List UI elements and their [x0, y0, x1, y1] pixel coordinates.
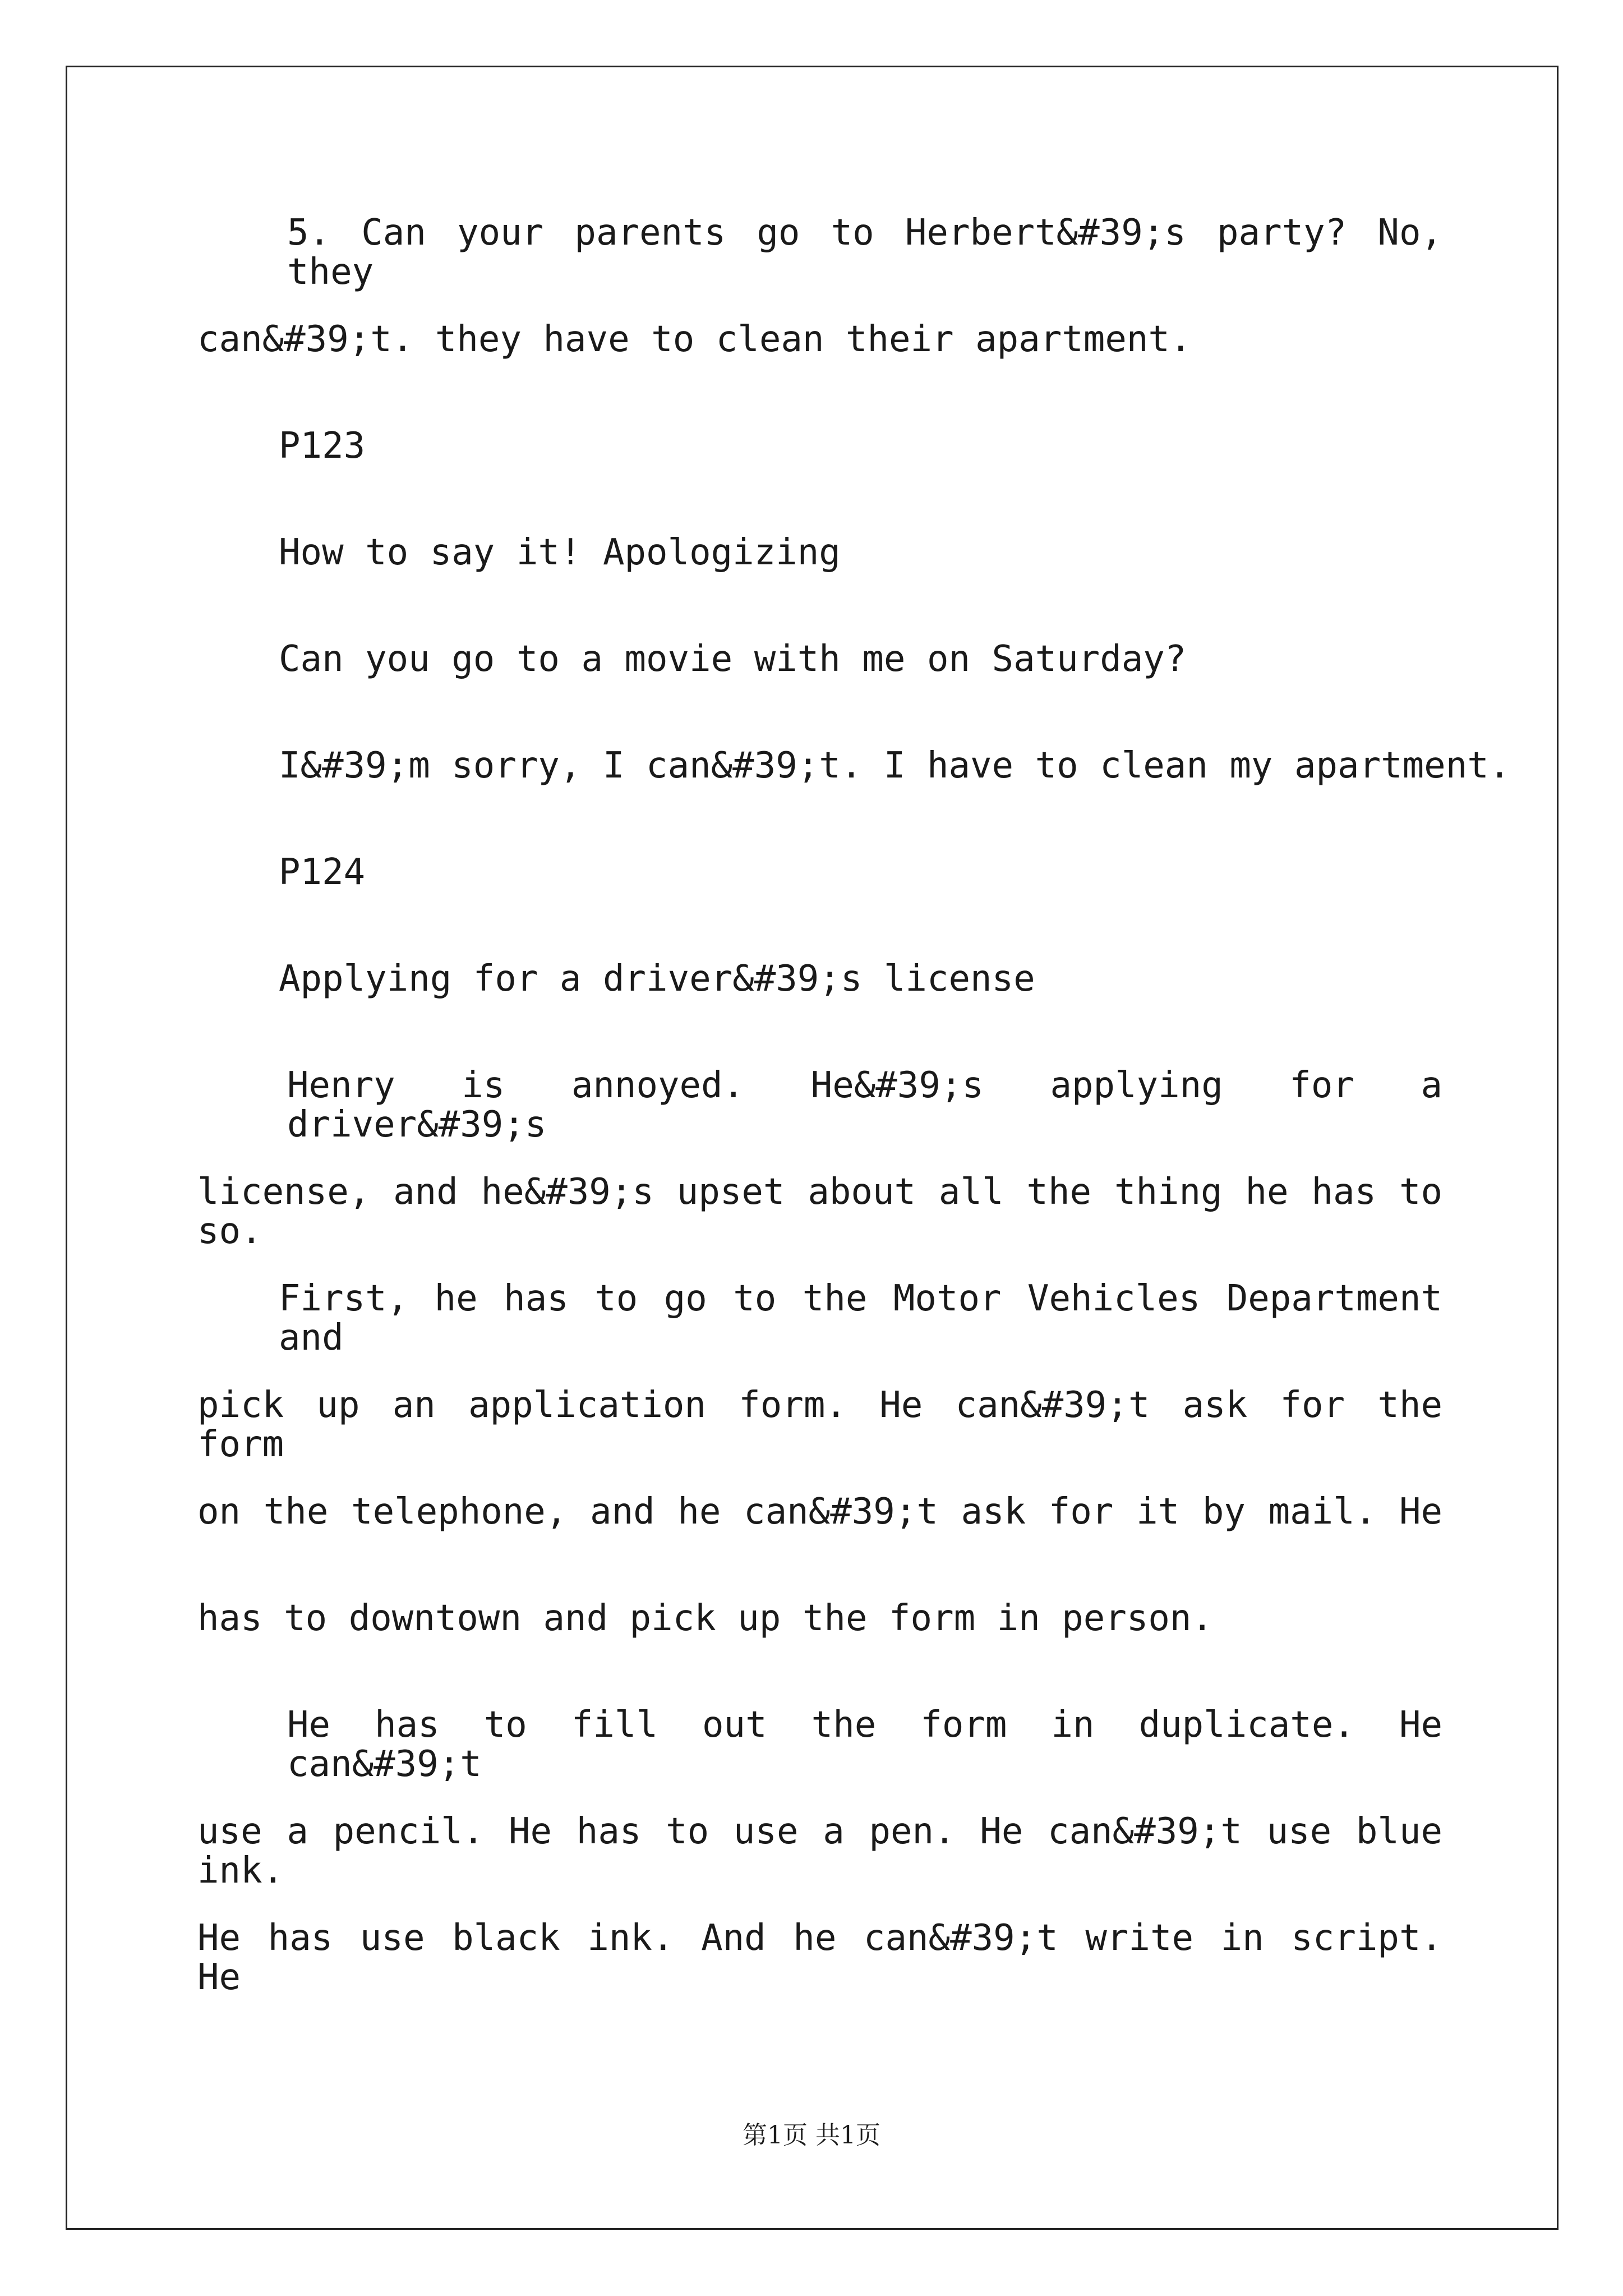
- text-line: Can you go to a movie with me on Saturday?: [279, 638, 1187, 680]
- text-line: First, he has to go to the Motor Vehicles Department and: [279, 1278, 1442, 1359]
- text-line: Applying for a driver&#39;s license: [279, 958, 1035, 1000]
- text-line: license, and he&#39;s upset about all the thing he has to so.: [197, 1171, 1442, 1252]
- page-number-footer: 第1页 共1页: [743, 2121, 880, 2150]
- document-body: [197, 212, 1511, 2025]
- text-line: He has to fill out the form in duplicate. He can&#39;t: [287, 1704, 1442, 1785]
- text-line: 5. Can your parents go to Herbert&#39;s party? No, they: [287, 212, 1442, 293]
- text-line: can&#39;t. they have to clean their apartment.: [197, 319, 1192, 360]
- text-line: Henry is annoyed. He&#39;s applying for a driver&#39;s: [287, 1065, 1442, 1145]
- text-line: P123: [279, 425, 366, 467]
- text-line: I&#39;m sorry, I can&#39;t. I have to clean my apartment.: [279, 745, 1511, 786]
- text-line: has to downtown and pick up the form in person.: [197, 1598, 1213, 1639]
- text-line: pick up an application form. He can&#39;t ask for the form: [197, 1384, 1442, 1465]
- text-line: use a pencil. He has to use a pen. He can&#39;t use blue ink.: [197, 1811, 1442, 1892]
- text-line: How to say it! Apologizing: [279, 532, 841, 573]
- text-line: He has use black ink. And he can&#39;t write in script. He: [197, 1917, 1442, 1998]
- text-line: P124: [279, 852, 366, 893]
- text-line: on the telephone, and he can&#39;t ask for it by mail. He: [197, 1491, 1442, 1533]
